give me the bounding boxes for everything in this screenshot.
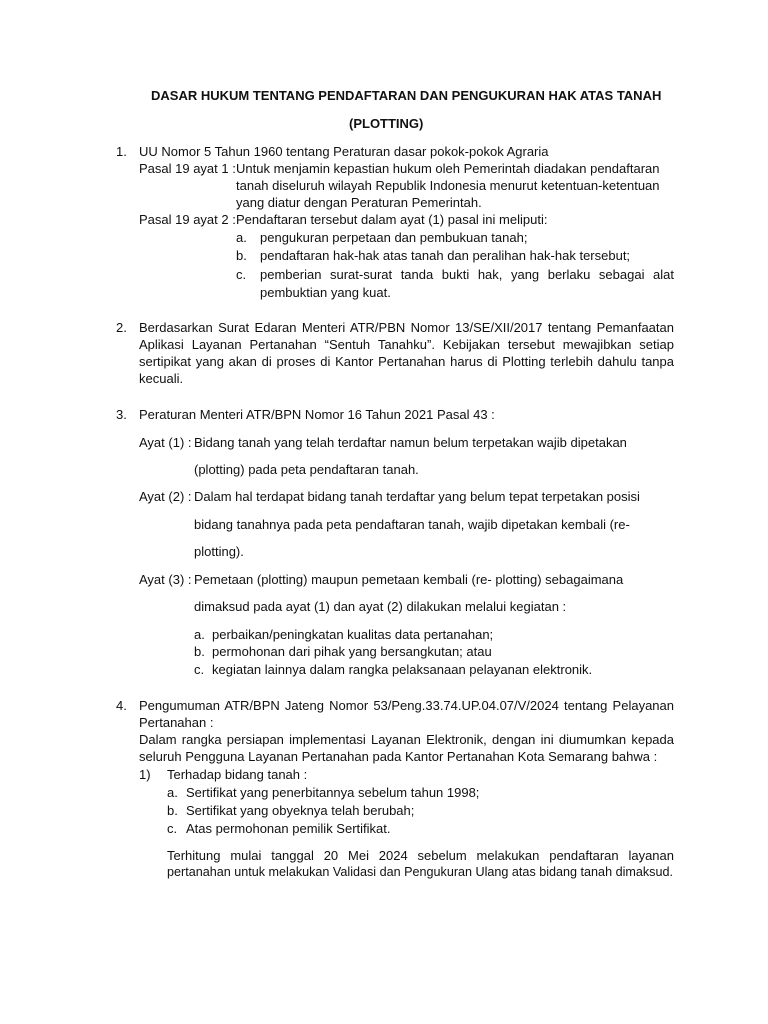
ayat-2-label: Ayat (2) : — [139, 489, 192, 504]
list-item: Sertifikat yang penerbitannya sebelum tahun 1998; — [186, 785, 480, 800]
list-item-marker: c. — [194, 662, 205, 677]
section-2-number: 2. — [116, 320, 127, 335]
closing-paragraph-line: Terhitung mulai tanggal 20 Mei 2024 sebelum melakukan pendaftaran layanan — [167, 848, 674, 863]
list-item: Sertifikat yang obyeknya telah berubah; — [186, 803, 415, 818]
section-2-line: kecuali. — [139, 371, 184, 386]
list-item-marker: c. — [236, 267, 247, 282]
ayat-3-line: dimaksud pada ayat (1) dan ayat (2) dilakukan melalui kegiatan : — [194, 599, 567, 614]
list-item-marker: c. — [167, 821, 178, 836]
list-item: perbaikan/peningkatan kualitas data pertanahan; — [212, 627, 494, 642]
list-item: kegiatan lainnya dalam rangka pelaksanaan pelayanan elektronik. — [212, 662, 593, 677]
pasal-19-ayat-2-label: Pasal 19 ayat 2 : — [139, 212, 236, 227]
document-title: DASAR HUKUM TENTANG PENDAFTARAN DAN PENGUKURAN HAK ATAS TANAH — [151, 88, 662, 103]
list-item: pemberian surat-surat tanda bukti hak, yang berlaku sebagai alat — [260, 267, 674, 282]
list-item: Atas permohonan pemilik Sertifikat. — [186, 821, 391, 836]
section-4-intro: seluruh Pengguna Layanan Pertanahan pada Kantor Pertanahan Kota Semarang bahwa : — [139, 749, 658, 764]
sub-item-number: 1) — [139, 767, 151, 782]
ayat-2-line: Dalam hal terdapat bidang tanah terdaftar yang belum tepat terpetakan posisi — [194, 489, 640, 504]
pasal-19-ayat-2-text: Pendaftaran tersebut dalam ayat (1) pasal ini meliputi: — [236, 212, 548, 227]
pasal-19-ayat-1-label: Pasal 19 ayat 1 : — [139, 161, 236, 176]
ayat-1-line: Bidang tanah yang telah terdaftar namun belum terpetakan wajib dipetakan — [194, 435, 627, 450]
section-4-heading: Pertanahan : — [139, 715, 214, 730]
list-item-marker: b. — [236, 248, 247, 263]
list-item-marker: b. — [167, 803, 178, 818]
closing-paragraph-line: pertanahan untuk melakukan Validasi dan Pengukuran Ulang atas bidang tanah dimaksud. — [167, 865, 673, 879]
ayat-3-line: Pemetaan (plotting) maupun pemetaan kembali (re- plotting) sebagaimana — [194, 572, 624, 587]
list-item: permohonan dari pihak yang bersangkutan; atau — [212, 644, 492, 659]
section-1-number: 1. — [116, 144, 127, 159]
ayat-1-label: Ayat (1) : — [139, 435, 192, 450]
section-4-heading: Pengumuman ATR/BPN Jateng Nomor 53/Peng.33.74.UP.04.07/V/2024 tentang Pelayanan — [139, 698, 674, 713]
list-item-marker: a. — [194, 627, 205, 642]
pasal-19-ayat-1-line: yang diatur dengan Peraturan Pemerintah. — [236, 195, 482, 210]
list-item-marker: b. — [194, 644, 205, 659]
section-4-intro: Dalam rangka persiapan implementasi Layanan Elektronik, dengan ini diumumkan kepada — [139, 732, 674, 747]
list-item: pendaftaran hak-hak atas tanah dan peralihan hak-hak tersebut; — [260, 248, 631, 263]
ayat-3-label: Ayat (3) : — [139, 572, 192, 587]
list-item: pengukuran perpetaan dan pembukuan tanah; — [260, 230, 528, 245]
pasal-19-ayat-1-line: tanah diseluruh wilayah Republik Indonesia menurut ketentuan-ketentuan — [236, 178, 660, 193]
ayat-1-line: (plotting) pada peta pendaftaran tanah. — [194, 462, 419, 477]
ayat-2-line: bidang tanahnya pada peta pendaftaran tanah, wajib dipetakan kembali (re- — [194, 517, 630, 532]
list-item-marker: a. — [236, 230, 247, 245]
section-4-number: 4. — [116, 698, 127, 713]
section-2-line: sertipikat yang akan di proses di Kantor Pertanahan harus di Plotting terlebih dahulu tanpa — [139, 354, 674, 369]
ayat-2-line: plotting). — [194, 544, 244, 559]
document-subtitle: (PLOTTING) — [349, 116, 424, 131]
list-item-marker: a. — [167, 785, 178, 800]
sub-item-text: Terhadap bidang tanah : — [167, 767, 308, 782]
list-item-continuation: pembuktian yang kuat. — [260, 285, 391, 300]
section-1-heading: UU Nomor 5 Tahun 1960 tentang Peraturan dasar pokok-pokok Agraria — [139, 144, 549, 159]
section-3-number: 3. — [116, 407, 127, 422]
section-2-line: Berdasarkan Surat Edaran Menteri ATR/PBN Nomor 13/SE/XII/2017 tentang Pemanfaatan — [139, 320, 674, 335]
section-3-heading: Peraturan Menteri ATR/BPN Nomor 16 Tahun 2021 Pasal 43 : — [139, 407, 495, 422]
pasal-19-ayat-1-line: Untuk menjamin kepastian hukum oleh Pemerintah diadakan pendaftaran — [236, 161, 660, 176]
section-2-line: Aplikasi Layanan Pertanahan “Sentuh Tanahku”. Kebijakan tersebut mewajibkan setiap — [139, 337, 674, 352]
